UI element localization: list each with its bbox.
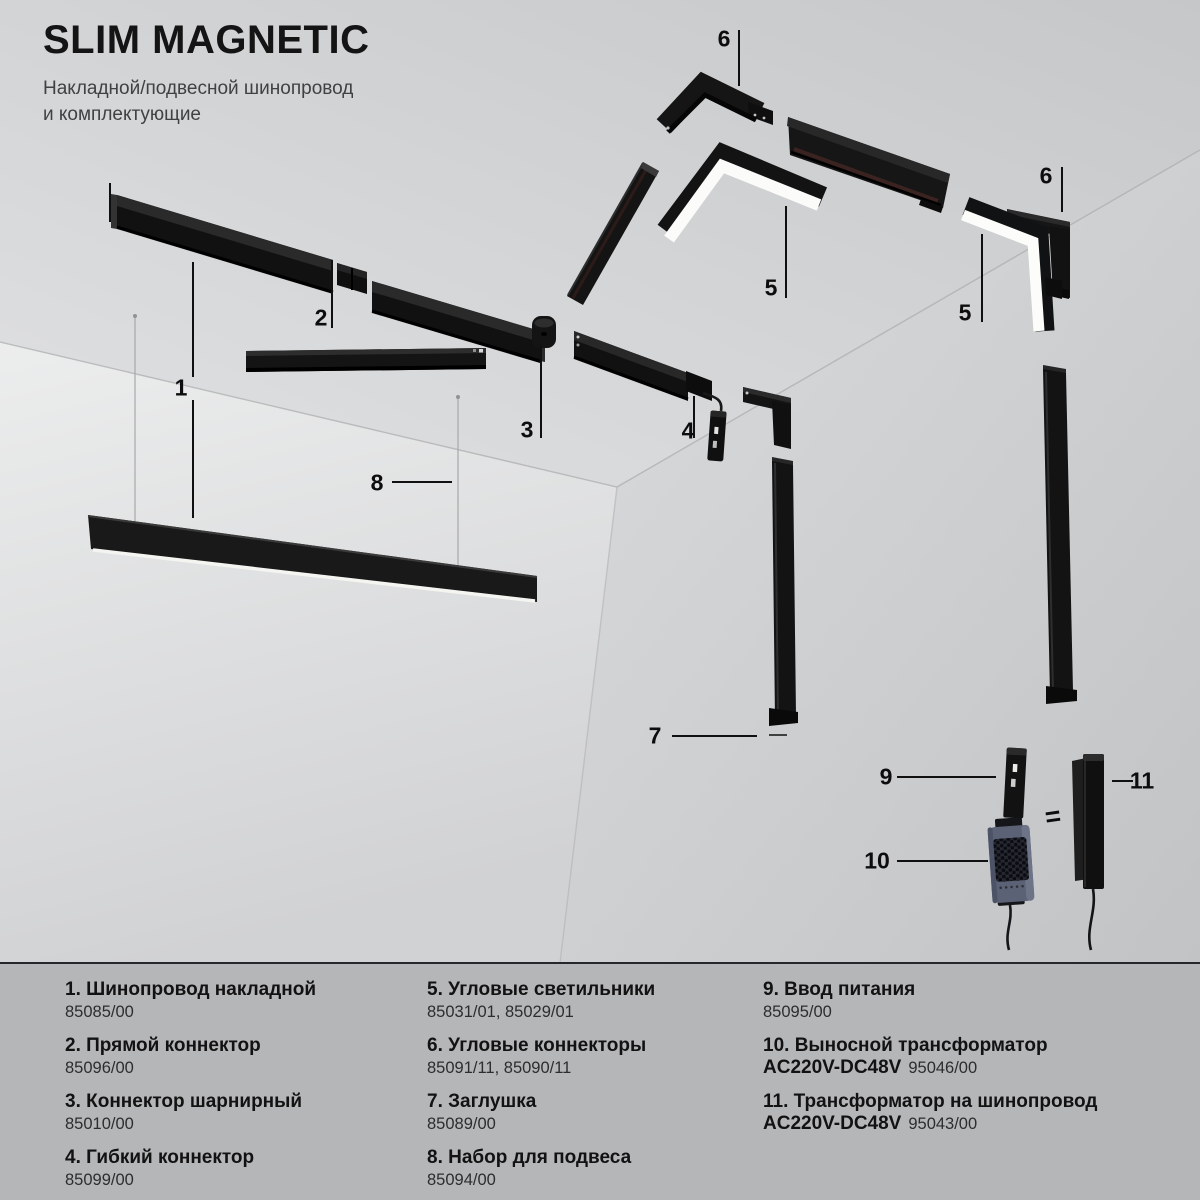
legend-item	[763, 1090, 1188, 1135]
subtitle-line-1: Накладной/подвесной шинопровод	[43, 78, 354, 99]
subtitle-line-2: и комплектующие	[43, 104, 201, 125]
hinge-connector	[532, 316, 556, 348]
legend-item-title: 10. Выносной трансформатор	[763, 1035, 1048, 1056]
legend-item-code: 85096/00	[65, 1059, 134, 1077]
legend-item	[65, 1090, 410, 1135]
legend-item-code: 85091/11, 85090/11	[427, 1059, 572, 1077]
callout-6-top: 6	[717, 25, 731, 52]
legend-item-code: 85094/00	[427, 1171, 496, 1189]
equals-sign: =	[1043, 800, 1063, 833]
callout-5-right: 5	[958, 299, 972, 326]
legend-item-title: 6. Угловые коннекторы	[427, 1035, 647, 1056]
legend-item-code: 85099/00	[65, 1171, 134, 1189]
callout-4: 4	[681, 417, 695, 444]
callout-10: 10	[864, 847, 890, 874]
legend-item-code: 85095/00	[763, 1003, 832, 1021]
ceiling-hook	[133, 314, 137, 318]
callout-6-right: 6	[1039, 162, 1053, 189]
page-title: SLIM MAGNETIC	[43, 18, 370, 62]
callout-1: 1	[174, 374, 188, 401]
legend-item	[427, 978, 752, 1023]
legend-item	[763, 1034, 1188, 1079]
callout-2: 2	[314, 304, 328, 331]
callout-3: 3	[520, 416, 534, 443]
legend-item-code: 85010/00	[65, 1115, 134, 1133]
legend-item-title: 2. Прямой коннектор	[65, 1035, 261, 1056]
legend-column-1	[65, 978, 410, 1200]
legend-column-3	[763, 978, 1188, 1146]
callout-7: 7	[648, 722, 662, 749]
legend-panel	[0, 962, 1200, 1200]
legend-item	[763, 978, 1188, 1023]
legend-column-2	[427, 978, 752, 1200]
legend-item	[427, 1090, 752, 1135]
legend-item	[65, 1146, 410, 1191]
floating-track	[246, 348, 486, 372]
page-subtitle	[43, 76, 369, 128]
callout-11: 11	[1129, 767, 1155, 794]
legend-item	[65, 1034, 410, 1079]
ceiling-hook	[456, 395, 460, 399]
legend-item	[427, 1034, 752, 1079]
legend-item-title: 9. Ввод питания	[763, 979, 916, 1000]
callout-5-center: 5	[764, 274, 778, 301]
legend-item-code: AC220V-DC48V 95043/00	[763, 1113, 978, 1134]
callout-9: 9	[879, 763, 893, 790]
legend-item-title: 7. Заглушка	[427, 1091, 537, 1112]
legend-item-code: 85031/01, 85029/01	[427, 1003, 574, 1021]
legend-item	[427, 1146, 752, 1191]
header	[43, 18, 369, 128]
legend-item-title: 11. Трансформатор на шинопровод	[763, 1091, 1098, 1112]
vent-grille	[993, 837, 1029, 882]
legend-item-code: AC220V-DC48V 95046/00	[763, 1057, 978, 1078]
legend-item-title: 1. Шинопровод накладной	[65, 979, 317, 1000]
callout-8: 8	[370, 469, 384, 496]
legend-item-title: 4. Гибкий коннектор	[65, 1147, 255, 1168]
legend-item-title: 8. Набор для подвеса	[427, 1147, 632, 1168]
legend-item-code: 85085/00	[65, 1003, 134, 1021]
legend-item-title: 5. Угловые светильники	[427, 979, 656, 1000]
legend-item-code: 85089/00	[427, 1115, 496, 1133]
legend-item-title: 3. Коннектор шарнирный	[65, 1091, 303, 1112]
legend-item	[65, 978, 410, 1023]
